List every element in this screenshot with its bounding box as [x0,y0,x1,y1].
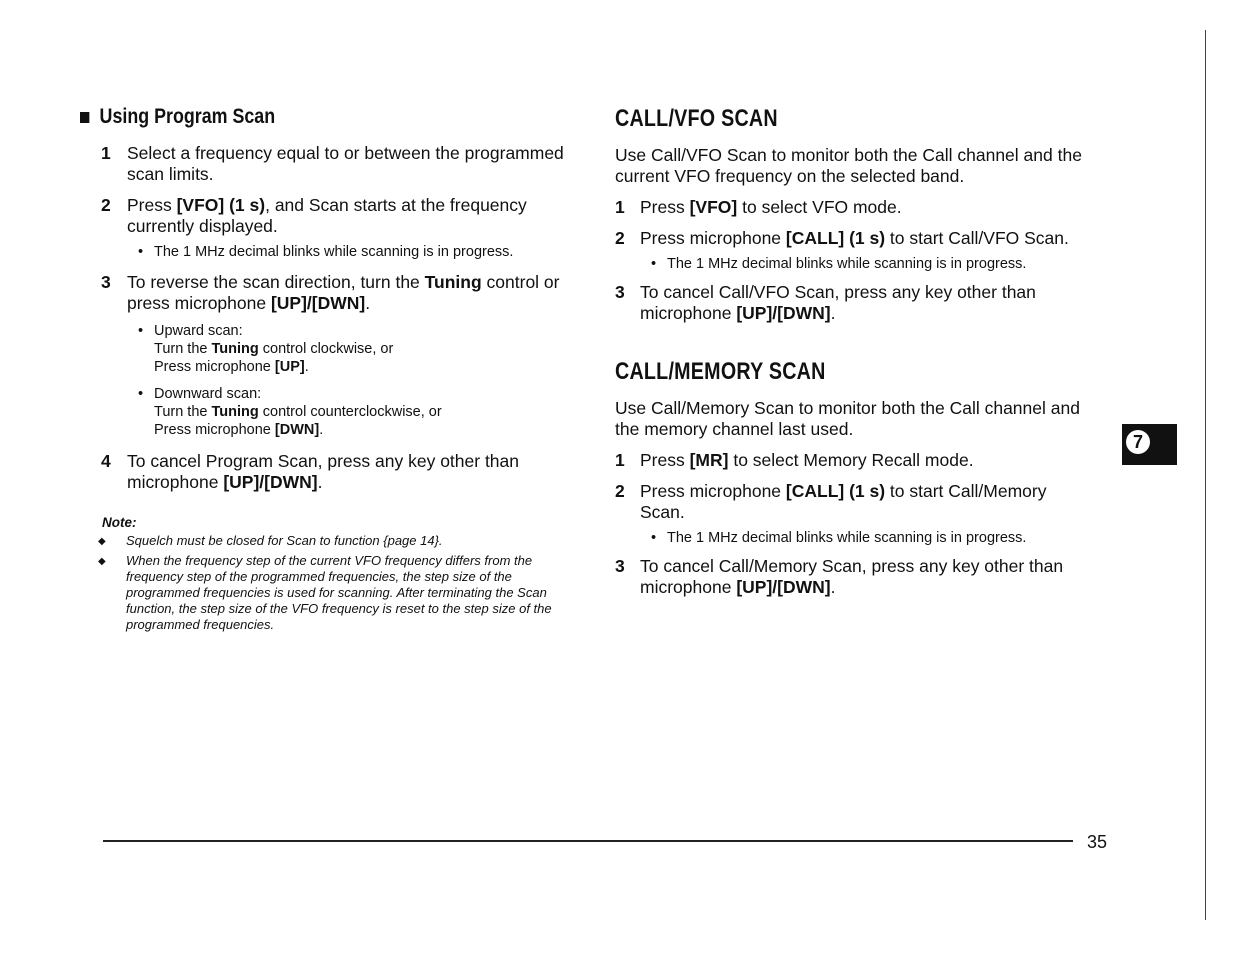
section-heading-program-scan: Using Program Scan [80,105,501,129]
call-memory-step-2: 2 Press microphone [CALL] (1 s) to start Call/Memory Scan. [615,481,1047,522]
chapter-number: 7 [1126,430,1150,454]
bullet-upward-scan: • Upward scan: Turn the Tuning control clockwise, or Press microphone [UP]. [137,323,394,375]
call-vfo-step-1: 1 Press [VFO] to select VFO mode. [615,197,902,217]
note-title: Note: [102,515,137,530]
note-item: ◆ Squelch must be closed for Scan to function {page 14}. [98,533,443,548]
call-memory-step-3: 3 To cancel Call/Memory Scan, press any key other than microphone [UP]/[DWN]. [615,556,1064,597]
call-vfo-intro: Use Call/VFO Scan to monitor both the Call channel and the current VFO frequency on the selected band. [615,145,1082,186]
bullet-downward-scan: • Downward scan: Turn the Tuning control counterclockwise, or Press microphone [DWN]. [137,386,442,438]
left-column [80,105,575,633]
call-vfo-bullet: • The 1 MHz decimal blinks while scanning is in progress. [650,256,1027,272]
page-number: 35 [1087,832,1108,852]
section-heading-call-memory-scan: CALL/MEMORY SCAN [615,358,826,385]
call-memory-intro: Use Call/Memory Scan to monitor both the Call channel and the memory channel last used. [615,398,1080,439]
square-bullet-icon [80,112,89,123]
call-vfo-step-2: 2 Press microphone [CALL] (1 s) to start Call/VFO Scan. [615,228,1069,248]
diamond-bullet-icon: ◆ [98,536,106,547]
step-2: 2 Press [VFO] (1 s), and Scan starts at the frequency currently displayed. [101,195,527,236]
note-item: ◆ When the frequency step of the current VFO frequency differs from the frequency step of the programmed frequencies, the step size of the programmed frequencies is used for scanning. After terminating the Scan function, the step size of the VFO frequency is reset to the step size of the programmed frequencies. [98,553,552,632]
step-4: 4 To cancel Program Scan, press any key other than microphone [UP]/[DWN]. [101,451,520,492]
section-heading-call-vfo-scan: CALL/VFO SCAN [615,105,778,132]
step-1: 1 Select a frequency equal to or between the programmed scan limits. [101,143,564,184]
page-edge-line [1205,30,1206,920]
right-column [615,105,1115,598]
call-memory-step-1: 1 Press [MR] to select Memory Recall mode. [615,450,974,470]
footer-rule [103,840,1073,842]
diamond-bullet-icon: ◆ [98,556,106,567]
bullet-decimal-blinks: • The 1 MHz decimal blinks while scanning is in progress. [137,244,514,260]
step-3: 3 To reverse the scan direction, turn the Tuning control or press microphone [UP]/[DWN]. [101,272,560,313]
call-memory-bullet: • The 1 MHz decimal blinks while scanning is in progress. [650,530,1027,546]
call-vfo-step-3: 3 To cancel Call/VFO Scan, press any key other than microphone [UP]/[DWN]. [615,282,1036,323]
